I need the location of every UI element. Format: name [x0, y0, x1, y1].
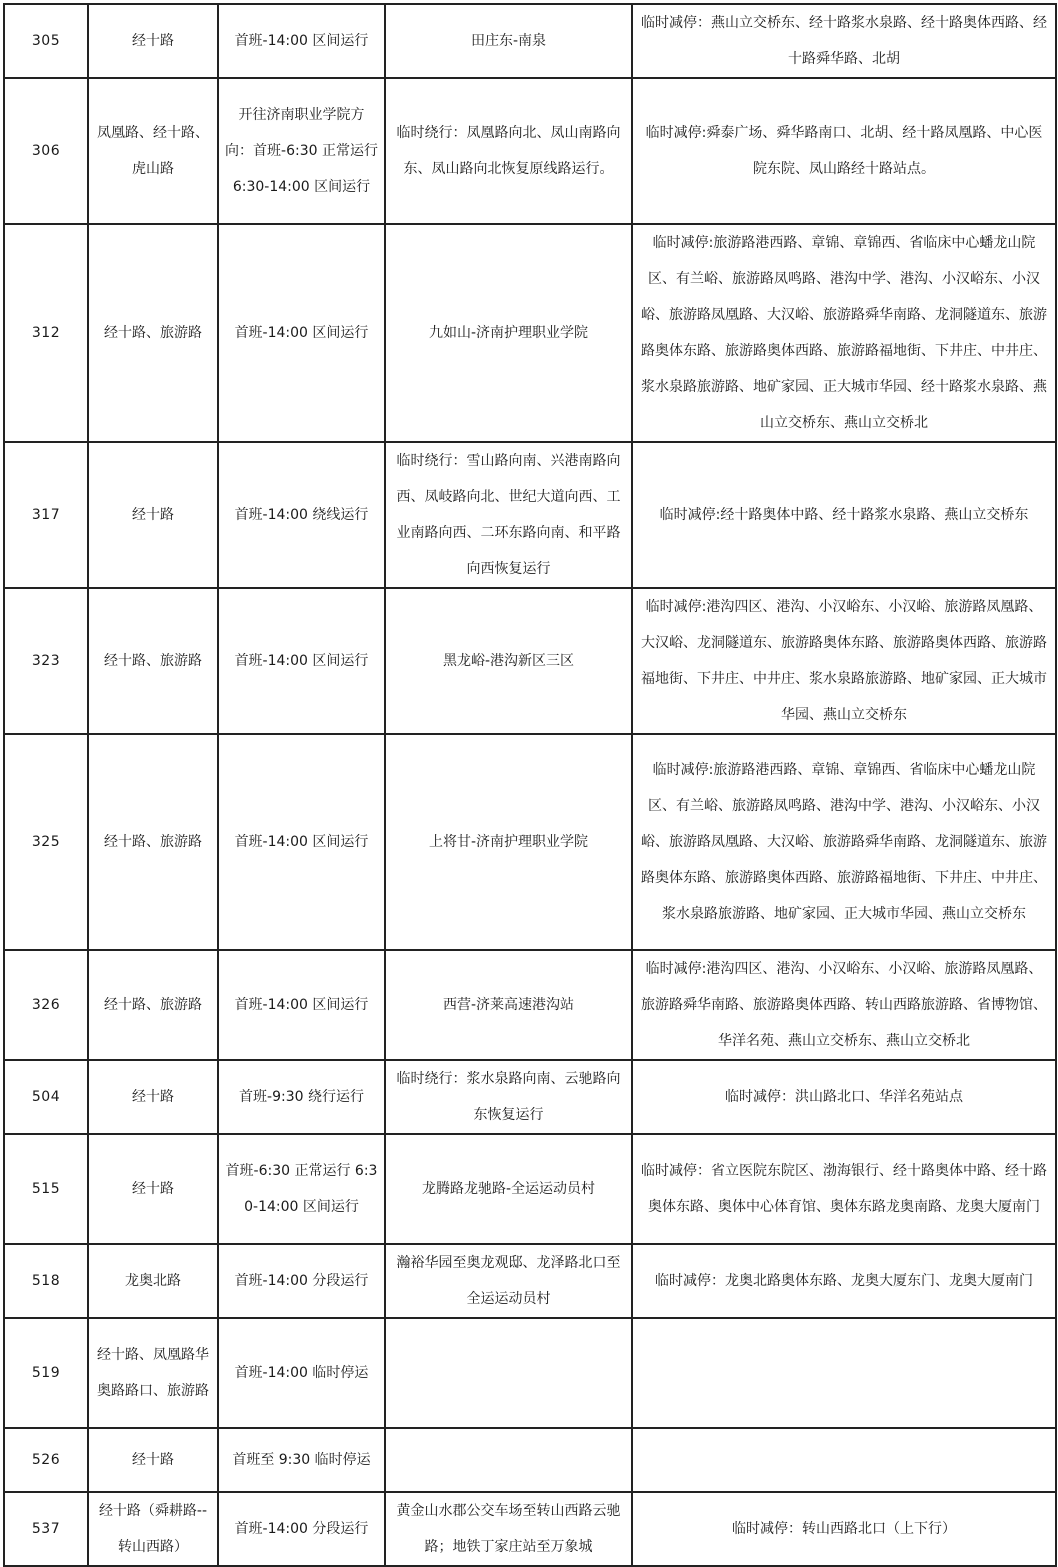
affected-road: 经十路、旅游路 [88, 950, 218, 1060]
detour-route: 临时绕行：凤凰路向北、凤山南路向东、凤山路向北恢复原线路运行。 [385, 78, 632, 224]
suspended-stops [632, 1318, 1056, 1428]
suspended-stops: 临时减停:旅游路港西路、章锦、章锦西、省临床中心蟠龙山院区、有兰峪、旅游路凤鸣路、港沟中学、港沟、小汉峪东、小汉峪、旅游路凤凰路、大汉峪、旅游路舜华南路、龙洞隧道东、旅游路奥体东路、旅游路奥体西路、旅游路福地街、下井庄、中井庄、浆水泉路旅游路、地矿家园、正大城市华园、燕山立交桥东 [632, 734, 1056, 950]
table-row [4, 1244, 1056, 1318]
table-row [4, 1060, 1056, 1134]
operating-time: 首班-14:00 分段运行 [218, 1244, 385, 1318]
detour-route: 黑龙峪-港沟新区三区 [385, 588, 632, 734]
affected-road: 经十路（舜耕路--转山西路） [88, 1492, 218, 1566]
operating-time: 首班-14:00 绕线运行 [218, 442, 385, 588]
operating-time: 首班-6:30 正常运行 6:30-14:00 区间运行 [218, 1134, 385, 1244]
table-row [4, 442, 1056, 588]
suspended-stops: 临时减停：洪山路北口、华洋名苑站点 [632, 1060, 1056, 1134]
suspended-stops: 临时减停：龙奥北路奥体东路、龙奥大厦东门、龙奥大厦南门 [632, 1244, 1056, 1318]
operating-time: 首班-14:00 区间运行 [218, 4, 385, 78]
affected-road: 经十路 [88, 4, 218, 78]
operating-time: 首班至 9:30 临时停运 [218, 1428, 385, 1492]
operating-time: 首班-9:30 绕行运行 [218, 1060, 385, 1134]
affected-road: 凤凰路、经十路、虎山路 [88, 78, 218, 224]
operating-time: 首班-14:00 区间运行 [218, 950, 385, 1060]
table-row [4, 734, 1056, 950]
affected-road: 经十路 [88, 1428, 218, 1492]
affected-road: 经十路、旅游路 [88, 224, 218, 442]
table-row [4, 78, 1056, 224]
affected-road: 经十路、旅游路 [88, 734, 218, 950]
table-row [4, 224, 1056, 442]
affected-road: 经十路 [88, 442, 218, 588]
line-number: 325 [4, 734, 88, 950]
suspended-stops: 临时减停：燕山立交桥东、经十路浆水泉路、经十路奥体西路、经十路舜华路、北胡 [632, 4, 1056, 78]
route-table-body [4, 4, 1056, 1566]
suspended-stops: 临时减停：省立医院东院区、渤海银行、经十路奥体中路、经十路奥体东路、奥体中心体育馆、奥体东路龙奥南路、龙奥大厦南门 [632, 1134, 1056, 1244]
operating-time: 首班-14:00 区间运行 [218, 224, 385, 442]
detour-route [385, 1318, 632, 1428]
line-number: 323 [4, 588, 88, 734]
table-row [4, 1428, 1056, 1492]
table-row [4, 1318, 1056, 1428]
detour-route: 临时绕行：雪山路向南、兴港南路向西、凤岐路向北、世纪大道向西、工业南路向西、二环东路向南、和平路向西恢复运行 [385, 442, 632, 588]
detour-route: 瀚裕华园至奥龙观邸、龙泽路北口至全运运动员村 [385, 1244, 632, 1318]
detour-route: 上将甘-济南护理职业学院 [385, 734, 632, 950]
detour-route: 龙腾路龙驰路-全运运动员村 [385, 1134, 632, 1244]
detour-route: 田庄东-南泉 [385, 4, 632, 78]
suspended-stops [632, 1428, 1056, 1492]
line-number: 317 [4, 442, 88, 588]
line-number: 306 [4, 78, 88, 224]
table-row [4, 1492, 1056, 1566]
operating-time: 首班-14:00 临时停运 [218, 1318, 385, 1428]
operating-time: 首班-14:00 区间运行 [218, 734, 385, 950]
line-number: 504 [4, 1060, 88, 1134]
suspended-stops: 临时减停：转山西路北口（上下行） [632, 1492, 1056, 1566]
detour-route: 黄金山水郡公交车场至转山西路云驰路；地铁丁家庄站至万象城 [385, 1492, 632, 1566]
detour-route [385, 1428, 632, 1492]
suspended-stops: 临时减停:港沟四区、港沟、小汉峪东、小汉峪、旅游路凤凰路、大汉峪、龙洞隧道东、旅游路奥体东路、旅游路奥体西路、旅游路福地街、下井庄、中井庄、浆水泉路旅游路、地矿家园、正大城市华园、燕山立交桥东 [632, 588, 1056, 734]
affected-road: 龙奥北路 [88, 1244, 218, 1318]
operating-time: 首班-14:00 区间运行 [218, 588, 385, 734]
line-number: 305 [4, 4, 88, 78]
detour-route: 西营-济莱高速港沟站 [385, 950, 632, 1060]
affected-road: 经十路 [88, 1134, 218, 1244]
line-number: 518 [4, 1244, 88, 1318]
bus-route-table [3, 3, 1057, 1567]
line-number: 326 [4, 950, 88, 1060]
line-number: 515 [4, 1134, 88, 1244]
table-row [4, 950, 1056, 1060]
table-row [4, 588, 1056, 734]
affected-road: 经十路、旅游路 [88, 588, 218, 734]
suspended-stops: 临时减停:旅游路港西路、章锦、章锦西、省临床中心蟠龙山院区、有兰峪、旅游路凤鸣路、港沟中学、港沟、小汉峪东、小汉峪、旅游路凤凰路、大汉峪、旅游路舜华南路、龙洞隧道东、旅游路奥体东路、旅游路奥体西路、旅游路福地街、下井庄、中井庄、浆水泉路旅游路、地矿家园、正大城市华园、经十路浆水泉路、燕山立交桥东、燕山立交桥北 [632, 224, 1056, 442]
affected-road: 经十路 [88, 1060, 218, 1134]
line-number: 537 [4, 1492, 88, 1566]
line-number: 519 [4, 1318, 88, 1428]
suspended-stops: 临时减停:港沟四区、港沟、小汉峪东、小汉峪、旅游路凤凰路、旅游路舜华南路、旅游路奥体西路、转山西路旅游路、省博物馆、华洋名苑、燕山立交桥东、燕山立交桥北 [632, 950, 1056, 1060]
detour-route: 临时绕行：浆水泉路向南、云驰路向东恢复运行 [385, 1060, 632, 1134]
line-number: 526 [4, 1428, 88, 1492]
table-row [4, 4, 1056, 78]
table-row [4, 1134, 1056, 1244]
suspended-stops: 临时减停:舜泰广场、舜华路南口、北胡、经十路凤凰路、中心医院东院、凤山路经十路站点。 [632, 78, 1056, 224]
line-number: 312 [4, 224, 88, 442]
operating-time: 首班-14:00 分段运行 [218, 1492, 385, 1566]
detour-route: 九如山-济南护理职业学院 [385, 224, 632, 442]
suspended-stops: 临时减停:经十路奥体中路、经十路浆水泉路、燕山立交桥东 [632, 442, 1056, 588]
affected-road: 经十路、凤凰路华奥路路口、旅游路 [88, 1318, 218, 1428]
operating-time: 开往济南职业学院方向：首班-6:30 正常运行 6:30-14:00 区间运行 [218, 78, 385, 224]
